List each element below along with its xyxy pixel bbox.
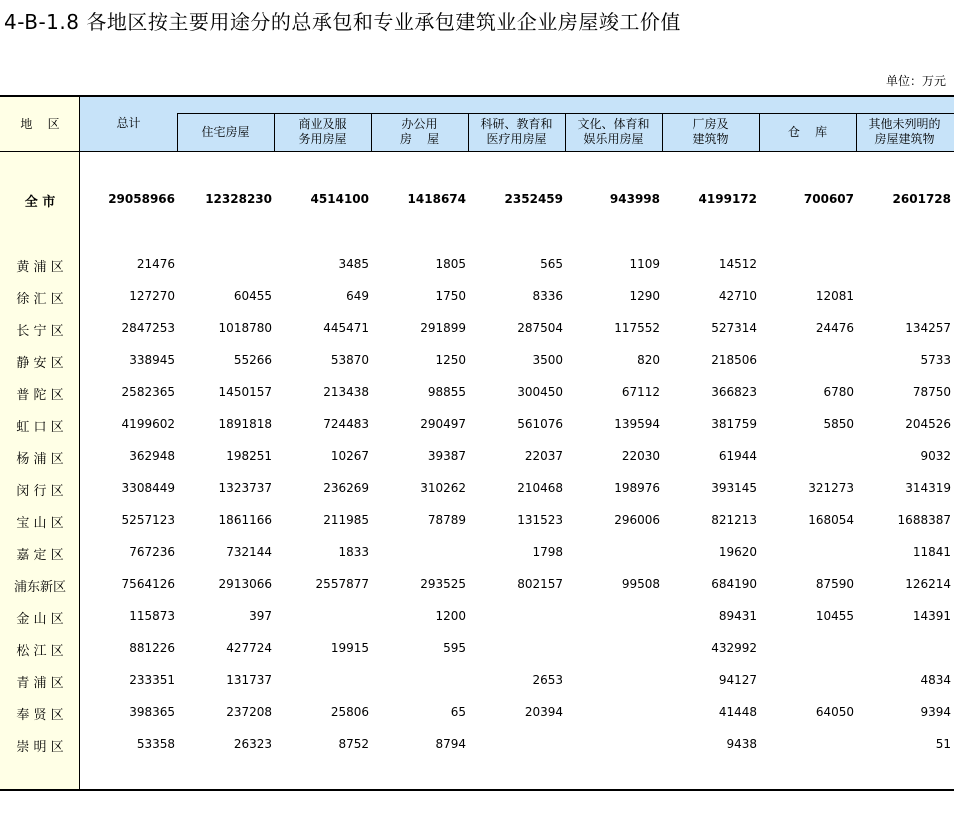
table-row-cell: 139594 [614, 417, 660, 431]
table-title: 4-B-1.8 各地区按主要用途分的总承包和专业承包建筑业企业房屋竣工价值 [4, 10, 681, 34]
header-column: 文化、体育和 娱乐用房屋 [577, 117, 650, 146]
table-row-cell: 2913066 [218, 577, 272, 591]
table-row-cell: 89431 [718, 609, 757, 623]
table-row-cell: 649 [346, 289, 369, 303]
table-row-cell: 168054 [808, 513, 854, 527]
table-row-cell: 131523 [517, 513, 563, 527]
table-row-cell: 6780 [823, 385, 854, 399]
unit-label: 单位：万元 [886, 74, 947, 88]
table-row-cell: 25806 [330, 705, 369, 719]
table-row-cell: 565 [540, 257, 563, 271]
table-row-cell: 61944 [718, 449, 757, 463]
table-row-cell: 22037 [524, 449, 563, 463]
table-row-label: 静 安 区 [16, 356, 64, 371]
table-row-cell: 94127 [718, 673, 757, 687]
table-row-label: 徐 汇 区 [16, 292, 64, 307]
table-row-cell: 19915 [330, 641, 369, 655]
table-row-cell: 21476 [136, 257, 175, 271]
table-row-cell: 310262 [420, 481, 466, 495]
table-row-cell: 2557877 [315, 577, 369, 591]
table-row-cell: 287504 [517, 321, 563, 335]
table-row-cell: 1450157 [218, 385, 272, 399]
table-row-cell: 67112 [621, 385, 660, 399]
table-row-cell: 2847253 [121, 321, 175, 335]
table-row-cell: 22030 [621, 449, 660, 463]
table-row-cell: 802157 [517, 577, 563, 591]
table-row-cell: 11841 [912, 545, 951, 559]
table-row-cell: 1200 [435, 609, 466, 623]
table-row-cell: 300450 [517, 385, 563, 399]
table-row-cell: 115873 [129, 609, 175, 623]
table-row-cell: 561076 [517, 417, 563, 431]
total-row-cell: 943998 [609, 192, 660, 206]
table-row-cell: 5257123 [121, 513, 175, 527]
table-row-cell: 60455 [233, 289, 272, 303]
header-total: 总计 [116, 116, 141, 130]
top-rule [0, 95, 954, 97]
table-row-cell: 732144 [226, 545, 272, 559]
table-row-cell: 204526 [905, 417, 951, 431]
table-row-label: 嘉 定 区 [16, 548, 64, 563]
table-row-cell: 2653 [532, 673, 563, 687]
table-row-cell: 1109 [629, 257, 660, 271]
table-row-cell: 366823 [711, 385, 757, 399]
table-row-label: 长 宁 区 [16, 324, 64, 339]
table-row-cell: 98855 [427, 385, 466, 399]
header-bottom-rule [0, 151, 954, 152]
table-row-label: 闵 行 区 [16, 484, 64, 499]
table-row-cell: 64050 [815, 705, 854, 719]
bottom-rule [0, 789, 954, 791]
table-row-cell: 87590 [815, 577, 854, 591]
total-row-cell: 4514100 [310, 192, 369, 206]
total-row-cell: 2352459 [504, 192, 563, 206]
table-row-cell: 53358 [136, 737, 175, 751]
table-row-cell: 724483 [323, 417, 369, 431]
table-row-cell: 117552 [614, 321, 660, 335]
table-row-cell: 338945 [129, 353, 175, 367]
table-row-cell: 8336 [532, 289, 563, 303]
table-row-cell: 1323737 [218, 481, 272, 495]
table-row-cell: 211985 [323, 513, 369, 527]
table-row-cell: 381759 [711, 417, 757, 431]
table-row-cell: 3500 [532, 353, 563, 367]
table-row-cell: 53870 [330, 353, 369, 367]
table-row-cell: 9438 [726, 737, 757, 751]
table-row-cell: 55266 [233, 353, 272, 367]
header-column: 厂房及 建筑物 [692, 117, 729, 146]
table-row-cell: 821213 [711, 513, 757, 527]
table-row-cell: 293525 [420, 577, 466, 591]
table-row-cell: 26323 [233, 737, 272, 751]
table-row-cell: 684190 [711, 577, 757, 591]
table-row-cell: 41448 [718, 705, 757, 719]
table-row-cell: 432992 [711, 641, 757, 655]
table-row-cell: 20394 [524, 705, 563, 719]
table-row-label: 杨 浦 区 [16, 452, 64, 467]
table-row-cell: 10267 [330, 449, 369, 463]
table-row-cell: 198251 [226, 449, 272, 463]
header-column: 办公用 房 屋 [399, 117, 440, 146]
header-column: 商业及服 务用房屋 [298, 117, 347, 146]
table-row-cell: 397 [249, 609, 272, 623]
table-row-cell: 362948 [129, 449, 175, 463]
table-row-label: 松 江 区 [16, 644, 64, 659]
table-row-cell: 8794 [435, 737, 466, 751]
table-row-cell: 233351 [129, 673, 175, 687]
table-row-cell: 237208 [226, 705, 272, 719]
table-row-cell: 126214 [905, 577, 951, 591]
total-row-cell: 1418674 [407, 192, 466, 206]
table-row-cell: 24476 [815, 321, 854, 335]
table-row-cell: 39387 [427, 449, 466, 463]
table-row-cell: 78750 [912, 385, 951, 399]
total-row-cell: 2601728 [892, 192, 951, 206]
table-row-cell: 321273 [808, 481, 854, 495]
table-row-cell: 12081 [815, 289, 854, 303]
table-row-label: 普 陀 区 [16, 388, 64, 403]
table-row-cell: 1798 [532, 545, 563, 559]
table-row-cell: 1750 [435, 289, 466, 303]
table-row-cell: 1861166 [218, 513, 272, 527]
table-row-cell: 19620 [718, 545, 757, 559]
table-row-cell: 820 [637, 353, 660, 367]
total-row-cell: 4199172 [698, 192, 757, 206]
total-row-cell: 12328230 [205, 192, 272, 206]
table-row-label: 宝 山 区 [16, 516, 64, 531]
total-row-cell: 700607 [803, 192, 854, 206]
table-row-cell: 595 [443, 641, 466, 655]
table-row-cell: 218506 [711, 353, 757, 367]
table-row-cell: 393145 [711, 481, 757, 495]
table-row-cell: 527314 [711, 321, 757, 335]
table-row-cell: 236269 [323, 481, 369, 495]
table-row-cell: 427724 [226, 641, 272, 655]
table-row-cell: 14391 [912, 609, 951, 623]
total-row-cell: 29058966 [108, 192, 175, 206]
header-column: 住宅房屋 [201, 125, 250, 139]
table-row-cell: 2582365 [121, 385, 175, 399]
table-row-cell: 7564126 [121, 577, 175, 591]
table-row-cell: 131737 [226, 673, 272, 687]
table-row-cell: 10455 [815, 609, 854, 623]
table-row-label: 青 浦 区 [16, 676, 64, 691]
table-row-cell: 290497 [420, 417, 466, 431]
table-row-cell: 9032 [920, 449, 951, 463]
table-row-cell: 3485 [338, 257, 369, 271]
table-row-cell: 1250 [435, 353, 466, 367]
table-row-cell: 296006 [614, 513, 660, 527]
table-row-cell: 9394 [920, 705, 951, 719]
table-row-cell: 1805 [435, 257, 466, 271]
table-row-cell: 398365 [129, 705, 175, 719]
table-row-cell: 65 [450, 705, 466, 719]
table-row-cell: 127270 [129, 289, 175, 303]
table-row-cell: 5733 [920, 353, 951, 367]
table-row-label: 崇 明 区 [16, 740, 64, 755]
table-row-cell: 42710 [718, 289, 757, 303]
table-row-cell: 1018780 [218, 321, 272, 335]
table-row-cell: 198976 [614, 481, 660, 495]
table-row-cell: 78789 [427, 513, 466, 527]
table-row-cell: 445471 [323, 321, 369, 335]
table-row-cell: 1290 [629, 289, 660, 303]
table-row-label: 虹 口 区 [16, 420, 64, 435]
table-row-cell: 3308449 [121, 481, 175, 495]
table-row-label: 金 山 区 [16, 612, 64, 627]
table-row-cell: 51 [935, 737, 951, 751]
table-row-cell: 314319 [905, 481, 951, 495]
table-row-cell: 134257 [905, 321, 951, 335]
table-row-label: 奉 贤 区 [16, 708, 64, 723]
table-row-label: 黄 浦 区 [16, 260, 64, 275]
header-column: 科研、教育和 医疗用房屋 [480, 117, 553, 146]
table-row-cell: 5850 [823, 417, 854, 431]
table-row-cell: 213438 [323, 385, 369, 399]
header-region: 地 区 [20, 117, 60, 131]
table-row-cell: 1688387 [897, 513, 951, 527]
table-row-cell: 4199602 [121, 417, 175, 431]
table-row-cell: 1833 [338, 545, 369, 559]
table-row-cell: 14512 [718, 257, 757, 271]
table-row-cell: 1891818 [218, 417, 272, 431]
total-row-label: 全 市 [24, 195, 56, 210]
table-row-cell: 4834 [920, 673, 951, 687]
table-row-cell: 767236 [129, 545, 175, 559]
table-row-cell: 210468 [517, 481, 563, 495]
table-row-cell: 881226 [129, 641, 175, 655]
header-column: 仓 库 [787, 125, 828, 139]
table-row-cell: 99508 [621, 577, 660, 591]
header-column: 其他未列明的 房屋建筑物 [868, 117, 941, 146]
table-row-cell: 291899 [420, 321, 466, 335]
table-row-label: 浦东新区 [13, 580, 66, 595]
table-row-cell: 8752 [338, 737, 369, 751]
